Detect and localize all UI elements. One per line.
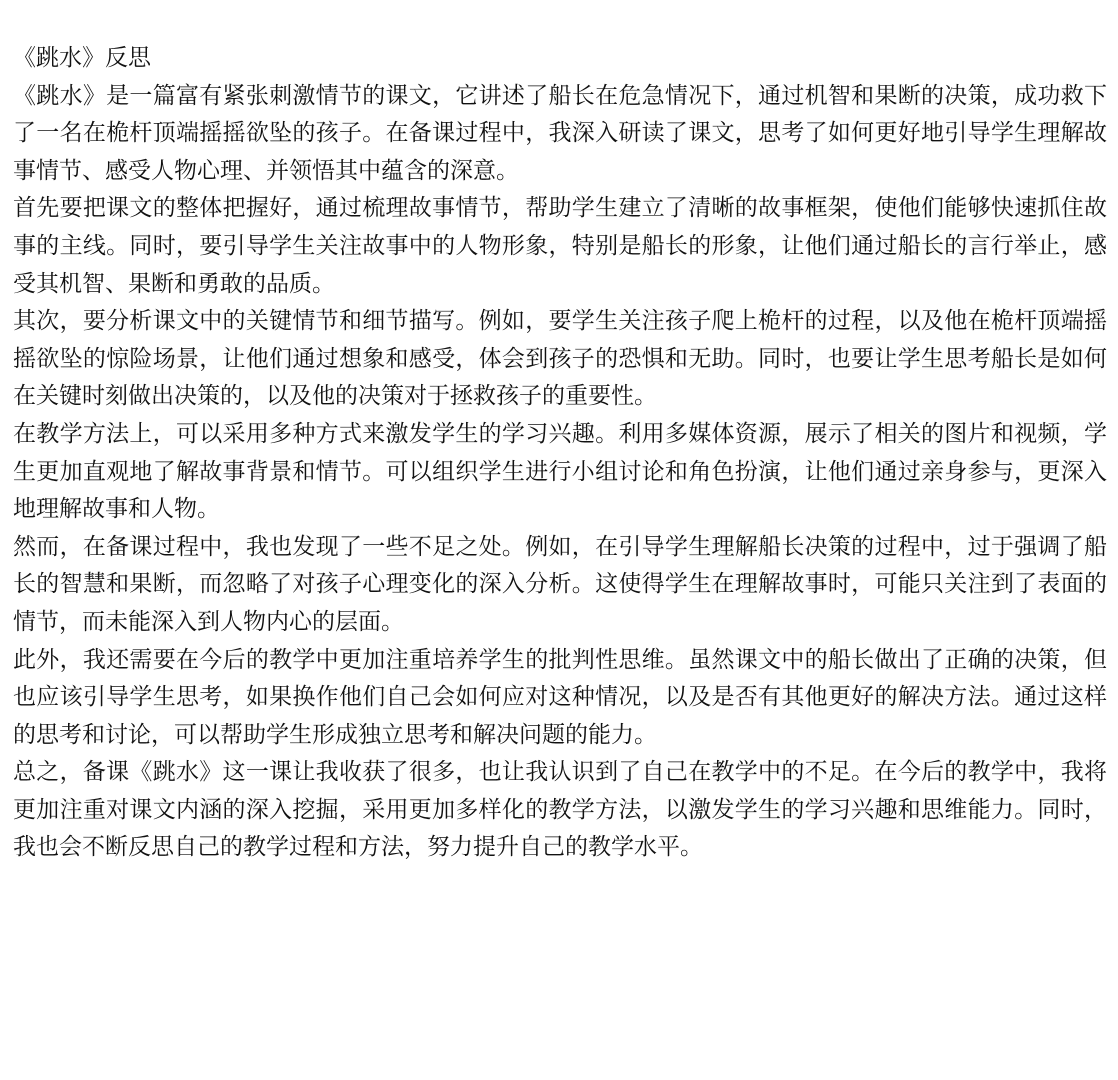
paragraph-critical-thinking: 此外，我还需要在今后的教学中更加注重培养学生的批判性思维。虽然课文中的船长做出了正确的决策，但也应该引导学生思考，如果换作他们自己会如何应对这种情况，以及是否有其他更好的解决方法。通过这样的思考和讨论，可以帮助学生形成独立思考和解决问题的能力。 (13, 646, 1107, 748)
paragraph-teaching-methods: 在教学方法上，可以采用多种方式来激发学生的学习兴趣。利用多媒体资源，展示了相关的图片和视频，学生更加直观地了解故事背景和情节。可以组织学生进行小组讨论和角色扮演，让他们通过亲身参与，更深入地理解故事和人物。 (13, 420, 1107, 523)
paragraph-shortcomings: 然而，在备课过程中，我也发现了一些不足之处。例如，在引导学生理解船长决策的过程中，过于强调了船长的智慧和果断，而忽略了对孩子心理变化的深入分析。这使得学生在理解故事时，可能只关注到了表面的情节，而未能深入到人物内心的层面。 (13, 533, 1107, 635)
paragraph-intro: 《跳水》是一篇富有紧张刺激情节的课文，它讲述了船长在危急情况下，通过机智和果断的决策，成功救下了一名在桅杆顶端摇摇欲坠的孩子。在备课过程中，我深入研读了课文，思考了如何更好地引导学生理解故事情节、感受人物心理、并领悟其中蕴含的深意。 (13, 82, 1107, 184)
paragraph-conclusion: 总之，备课《跳水》这一课让我收获了很多，也让我认识到了自己在教学中的不足。在今后的教学中，我将更加注重对课文内涵的深入挖掘，采用更加多样化的教学方法，以激发学生的学习兴趣和思维能力。同时，我也会不断反思自己的教学过程和方法，努力提升自己的教学水平。 (13, 759, 1107, 861)
paragraph-key-plot-analysis: 其次，要分析课文中的关键情节和细节描写。例如，要学生关注孩子爬上桅杆的过程，以及他在桅杆顶端摇摇欲坠的惊险场景，让他们通过想象和感受，体会到孩子的恐惧和无助。同时，也要让学生思考船长是如何在关键时刻做出决策的，以及他的决策对于拯救孩子的重要性。 (13, 308, 1107, 410)
document-title: 《跳水》反思 (13, 45, 151, 71)
paragraph-overall-grasp: 首先要把课文的整体把握好，通过梳理故事情节，帮助学生建立了清晰的故事框架，使他们能够快速抓住故事的主线。同时，要引导学生关注故事中的人物形象，特别是船长的形象，让他们通过船长的言行举止，感受其机智、果断和勇敢的品质。 (13, 195, 1107, 297)
document-body (13, 40, 1107, 867)
